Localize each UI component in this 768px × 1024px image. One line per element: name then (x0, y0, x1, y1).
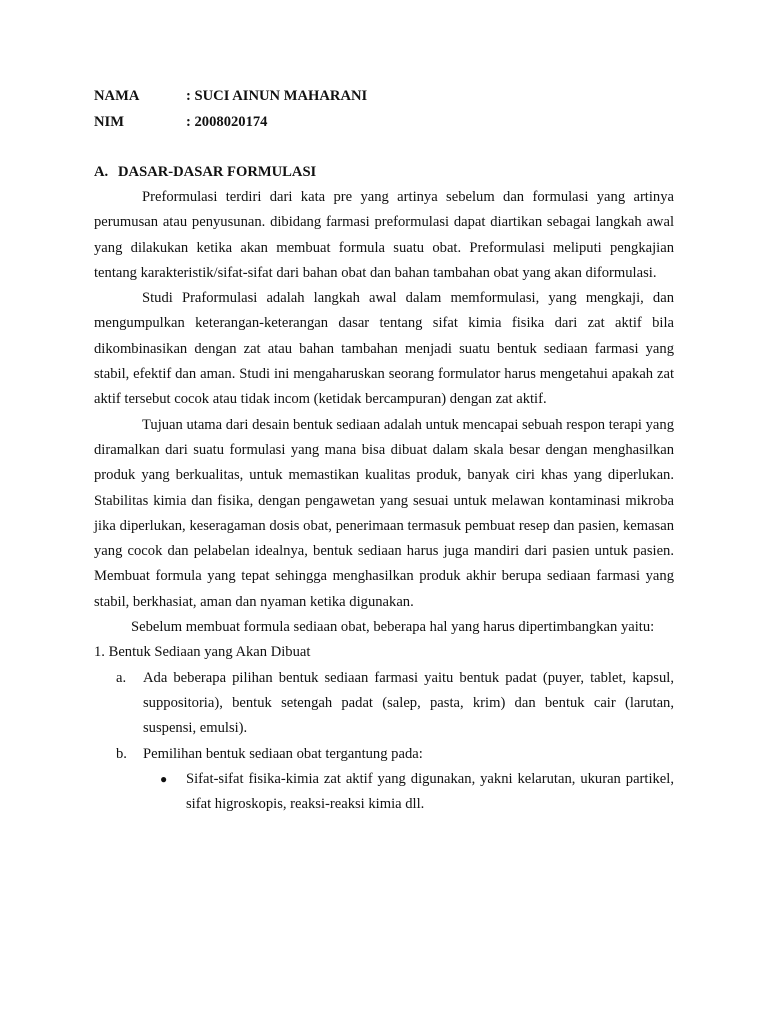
sub-item-a-text: Ada beberapa pilihan bentuk sediaan farmasi yaitu bentuk padat (puyer, tablet, kapsul, suppositoria), bentuk setengah padat (salep, pasta, krim) dan bentuk cair (larutan, suspensi, emulsi). (143, 669, 674, 737)
paragraph-tujuan: Tujuan utama dari desain bentuk sediaan adalah untuk mencapai sebuah respon terapi yang diramalkan dari suatu formulasi yang mana bisa dibuat dalam skala besar dengan menghasilkan produk yang berkualitas, untuk memastikan kualitas produk, banyak ciri khas yang diperlukan. Stabilitas kimia dan fisika, dengan pengawetan yang sesuai untuk melawan kontaminasi mikroba jika diperlukan, keseragaman dosis obat, penerimaan termasuk pembuat resep dan pasien, kemasan yang cocok dan pelabelan idealnya, bentuk sediaan harus juga mandiri dari pasien untuk pasien. Membuat formula yang tepat sehingga menghasilkan produk akhir berupa sediaan farmasi yang stabil, berkhasiat, aman dan nyaman ketika digunakan. (94, 416, 674, 610)
nim-label: NIM (94, 114, 124, 130)
list-item-1: 1. Bentuk Sediaan yang Akan Dibuat (94, 644, 311, 661)
sub-item-b (116, 742, 674, 767)
nama-row (94, 87, 367, 105)
nim-value: : 2008020174 (186, 114, 268, 130)
paragraph-preformulasi: Preformulasi terdiri dari kata pre yang artinya sebelum dan formulasi yang artinya perumusan atau penyusunan. dibidang farmasi preformulasi dapat diartikan sebagai langkah awal yang dilakukan ketika akan membuat formula suatu obat. Preformulasi meliputi pengkajian tentang karakteristik/sifat-sifat dari bahan obat dan bahan tambahan obat yang akan diformulasi. (94, 189, 674, 281)
sub-item-b-marker: b. (116, 745, 127, 762)
paragraph-sebelum: Sebelum membuat formula sediaan obat, beberapa hal yang harus dipertimbangkan yaitu: (131, 619, 655, 636)
bullet-item-text: Sifat-sifat fisika-kimia zat aktif yang digunakan, yakni kelarutan, ukuran partikel, sifat higroskopis, reaksi-reaksi kimia dll. (186, 770, 674, 813)
nim-row (94, 113, 267, 131)
sub-item-a-marker: a. (116, 669, 127, 686)
section-title: DASAR-DASAR FORMULASI (118, 164, 317, 180)
nama-label: NAMA (94, 88, 140, 104)
bullet-item (160, 767, 674, 818)
section-heading (94, 163, 316, 181)
document-body (94, 185, 674, 817)
bullet-icon: ● (160, 771, 168, 786)
section-number: A. (94, 164, 109, 180)
paragraph-studi: Studi Praformulasi adalah langkah awal dalam memformulasi, yang mengkaji, dan mengumpulkan keterangan-keterangan dasar tentang sifat kimia fisika dari zat aktif bila dikombinasikan dengan zat atau bahan tambahan menjadi suatu bentuk sediaan farmasi yang stabil, efektif dan aman. Studi ini mengaharuskan seorang formulator harus mengetahui apakah zat aktif tersebut cocok atau tidak incom (ketidak bercampuran) dengan zat aktif. (94, 290, 674, 408)
nama-value: : SUCI AINUN MAHARANI (186, 88, 368, 104)
sub-item-a (116, 666, 674, 742)
sub-item-b-text: Pemilihan bentuk sediaan obat tergantung pada: (143, 745, 423, 762)
